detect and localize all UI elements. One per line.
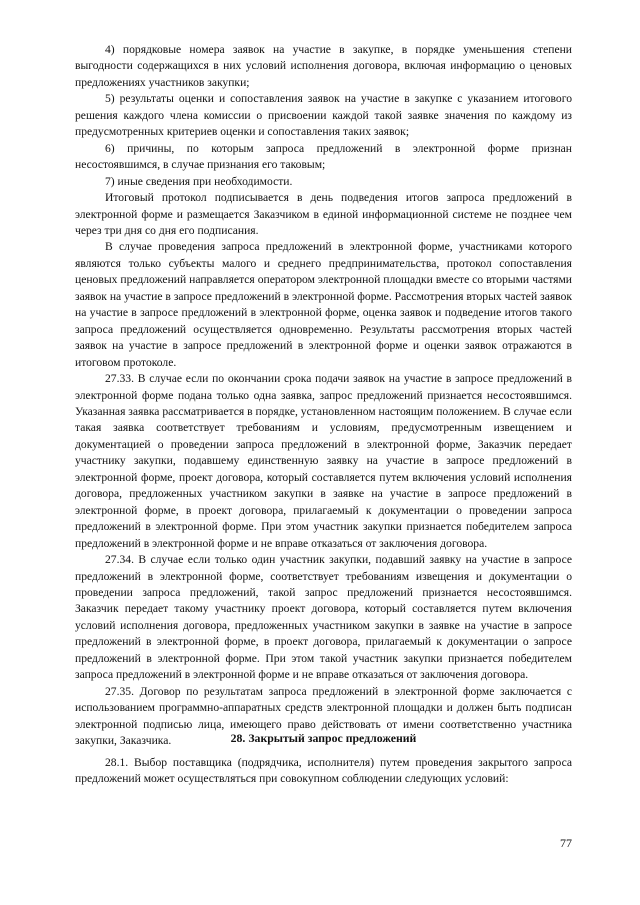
document-body [75, 42, 572, 749]
paragraph-item-5: 5) результаты оценки и сопоставления заявок на участие в закупке с указанием итогового решения каждого члена комиссии о присвоении каждой такой заявке значения по каждому из предусмотренных критериев оценки и сопоставления таких заявок; [75, 92, 572, 139]
section-heading: 28. Закрытый запрос предложений [230, 731, 417, 745]
paragraph-final-protocol: Итоговый протокол подписывается в день подведения итогов запроса предложений в электронной форме и размещается Заказчиком в единой информационной системе не позднее чем через три дня со дня его подписания. [75, 191, 572, 237]
paragraph-27-34: 27.34. В случае если только один участник закупки, подавший заявку на участие в запросе предложений в электронной форме, соответствует требованиям извещения и документации о проведении запроса предложений, такой запрос предложений признается несостоявшимся. Заказчик передает такому участнику проект договора, который составляется путем включения условий исполнения договора, предложенных участником закупки в заявке на участие в запросе предложений в электронной форме, в проект договора, прилагаемый к документации о запросе предложений в электронной форме. При этом такой участник закупки признается победителем запроса предложений в электронной форме и не вправе отказаться от заключения договора. [75, 553, 572, 682]
section-body [75, 755, 572, 788]
paragraph-item-6: 6) причины, по которым запроса предложений в электронной форме признан несостоявшимся, в случае признания его таковым; [75, 141, 572, 172]
paragraph-27-35: 27.35. Договор по результатам запроса предложений в электронной форме заключается с использованием программно-аппаратных средств электронной площадки и должен быть подписан электронной подписью лица, имеющего право действовать от имени соответственно участника закупки, Заказчика. [75, 684, 572, 748]
paragraph-sme-procedure: В случае проведения запроса предложений в электронной форме, участниками которого являются только субъекты малого и среднего предпринимательства, протокол сопоставления ценовых предложений направляется оператором электронной площадки вместе со вторыми частями заявок на участие в запросе предложений в электронной форме. Рассмотрения вторых частей заявок на участие в запросе предложений в электронной форме, оценка заявок и подведение итогов такого запроса предложений осуществляется одновременно. Результаты рассмотрения вторых частей заявок на участие в запросе предложений в электронной форме и оценки заявок отражаются в итоговом протоколе. [75, 240, 572, 369]
paragraph-item-4: 4) порядковые номера заявок на участие в закупке, в порядке уменьшения степени выгодности содержащихся в них условий исполнения договора, включая информацию о ценовых предложениях участников закупки; [75, 43, 572, 89]
paragraph-27-33: 27.33. В случае если по окончании срока подачи заявок на участие в запросе предложений в электронной форме подана только одна заявка, запрос предложений признается несостоявшимся. Указанная заявка рассматривается в порядке, установленном настоящим положением. В случае если такая заявка соответствует требованиям и условиям, предусмотренным извещением и документацией о проведении запроса предложений в электронной форме, Заказчик передает участнику закупки, подавшему единственную заявку на участие в запросе предложений в электронной форме, проект договора, который составляется путем включения условий исполнения договора, предложенных участником закупки в заявке на участие в запросе предложений в электронной форме, в проект договора, прилагаемый к документации о проведении запроса предложений в электронной форме. При этом участник закупки признается победителем запроса предложений в электронной форме и не вправе отказаться от заключения договора. [75, 372, 573, 550]
paragraph-28-1: 28.1. Выбор поставщика (подрядчика, исполнителя) путем проведения закрытого запроса предложений может осуществляться при совокупном соблюдении следующих условий: [75, 756, 572, 786]
page-number: 77 [560, 836, 572, 850]
paragraph-item-7: 7) иные сведения при необходимости. [105, 174, 293, 188]
